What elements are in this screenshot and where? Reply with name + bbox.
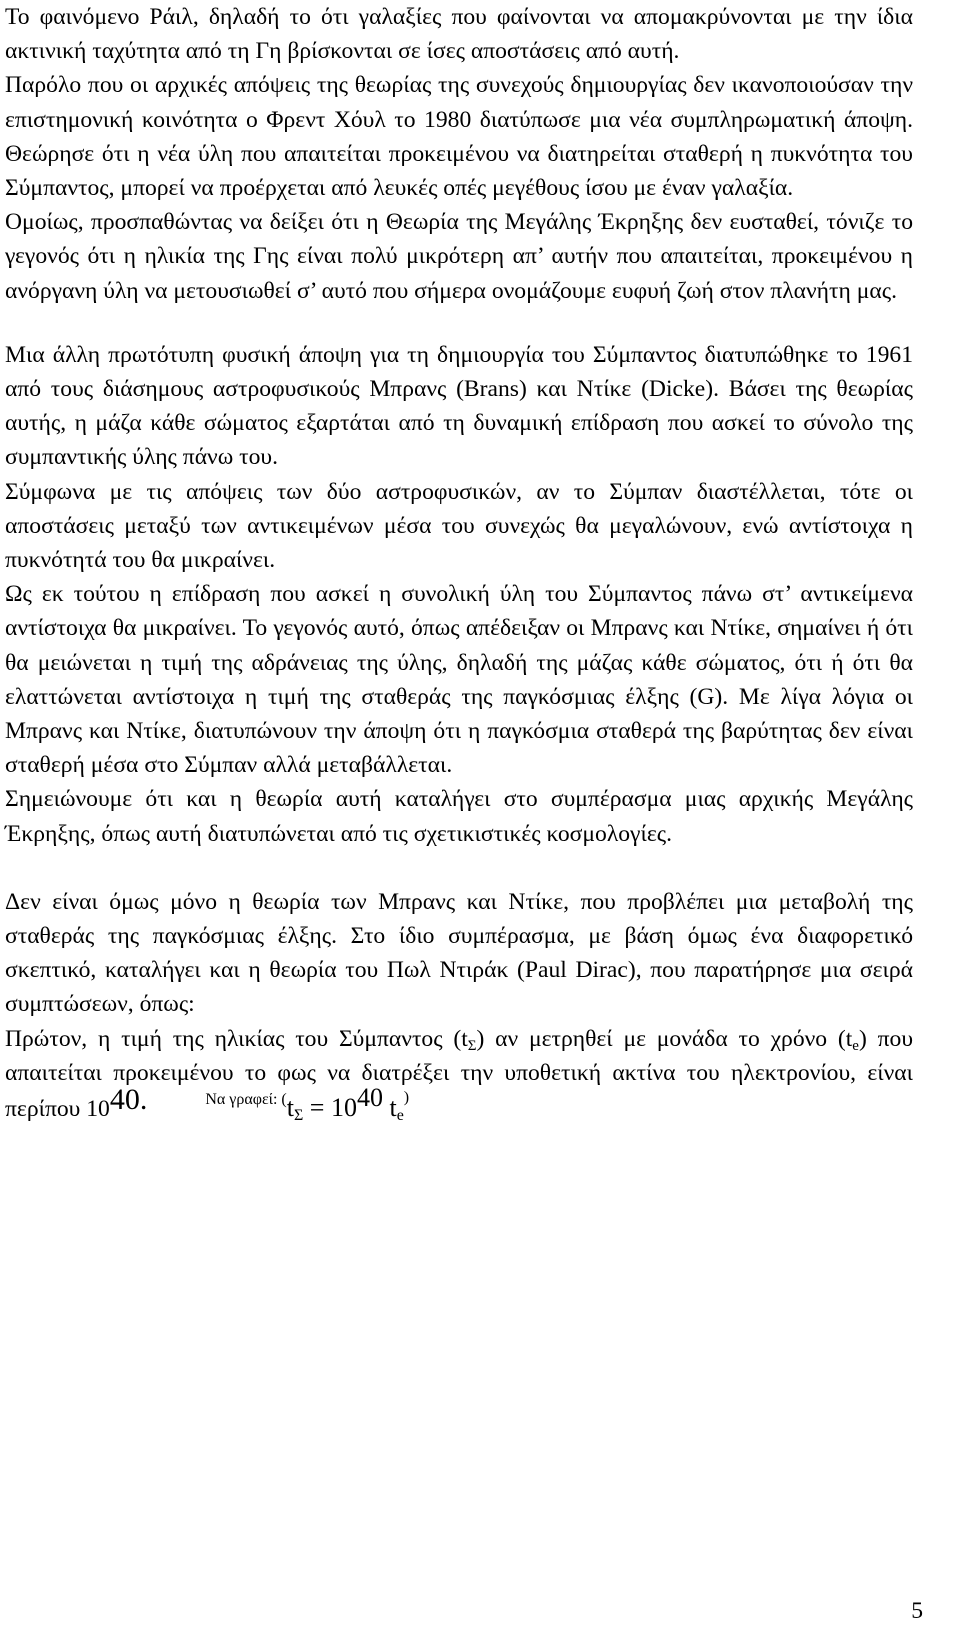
- paragraph-dirac: Δεν είναι όμως μόνο η θεωρία των Μπρανς και Ντίκε, που προβλέπει μια μεταβολή της σταθεράς της παγκόσμιας έλξης. Στο ίδιο συμπέρασμα, με βάση όμως ένα διαφορετικό σκεπτικό, καταλήγει και η θεωρία του Πωλ Ντιράκ (Paul Dirac), που παρατήρησε μια σειρά συμπτώσεων, όπως:: [5, 888, 913, 1018]
- formula-te: t: [382, 1093, 397, 1123]
- text-third-part: ) που απαιτείται προκειμένου το φως να διατρέξει την υποθετική ακτίνα του ηλεκτρονίου, είναι περίπου 10: [5, 1025, 913, 1123]
- page-number: 5: [911, 1598, 923, 1624]
- formula-subscript-e: e: [396, 1107, 404, 1125]
- paragraph-rail-phenomenon: Το φαινόμενο Ράιλ, δηλαδή το ότι γαλαξίες που φαίνονται να απομακρύνονται με την ίδια ακτινική ταχύτητα από τη Γη βρίσκονται σε ίσες αποστάσεις από αυτή.: [5, 4, 913, 65]
- formula-subscript-sigma: Σ: [293, 1107, 304, 1125]
- paragraph-brans-dicke-theory: Μια άλλη πρωτότυπη φυσική άποψη για τη δημιουργία του Σύμπαντος διατυπώθηκε το 1961 από τους διάσημους αστροφυσικούς Μπρανς (Brans) και Ντίκε (Dicke). Βάσει της θεωρίας αυτής, η μάζα κάθε σώματος εξαρτάται από τη δυναμική επίδραση που ασκεί το σύνολο της συμπαντικής ύλης πάνω του.: [5, 341, 913, 471]
- document-page: [5, 0, 913, 1133]
- paragraph-hoyle-view: Παρόλο που οι αρχικές απόψεις της θεωρίας της συνεχούς δημιουργίας δεν ικανοποιούσαν την επιστημονική κοινότητα ο Φρεντ Χόυλ το 1980 διατύπωσε μια νέα συμπληρωματική άποψη. Θεώρησε ότι η νέα ύλη που απαιτείται προκειμένου να διατηρείται σταθερή η πυκνότητα του Σύμπαντος, μπορεί να προέρχεται από λευκές οπές μεγέθους ίσου με έναν γαλαξία.: [5, 72, 913, 202]
- formula-t: t: [286, 1093, 294, 1123]
- paragraph-earth-age: Ομοίως, προσπαθώντας να δείξει ότι η Θεωρία της Μεγάλης Έκρηξης δεν ευσταθεί, τόνιζε το γεγονός ότι η ηλικία της Γης είναι πολύ μικρότερη απ’ αυτήν που απαιτείται, προκειμένου η ανόργανη ύλη να μετουσιωθεί σ’ αυτό που σήμερα ονομάζουμε ευφυή ζωή στον πλανήτη μας.: [5, 209, 913, 304]
- paragraph-first-coincidence: [5, 1022, 913, 1134]
- subscript-e: e: [852, 1037, 859, 1054]
- note-label: Να γραφεί: (: [205, 1091, 287, 1109]
- paragraph-big-bang-conclusion: Σημειώνουμε ότι και η θεωρία αυτή καταλήγει στο συμπέρασμα μιας αρχικής Μεγάλης Έκρηξης, όπως αυτή διατυπώνεται από τις σχετικιστικές κοσμολογίες.: [5, 786, 913, 847]
- formula-close-paren: ): [403, 1089, 410, 1107]
- exponent-forty: 40.: [109, 1083, 148, 1117]
- subscript-sigma: Σ: [467, 1037, 477, 1054]
- formula-exponent: 40: [356, 1083, 383, 1113]
- paragraph-gravity-constant: Ως εκ τούτου η επίδραση που ασκεί η συνολική ύλη του Σύμπαντος πάνω στ’ αντικείμενα αντίστοιχα θα μικραίνει. Το γεγονός αυτό, όπως απέδειξαν οι Μπρανς και Ντίκε, σημαίνει ή ότι θα μειώνεται η τιμή της αδράνειας της ύλης, δηλαδή της μάζας κάθε σώματος, ότι ή ότι θα ελαττώνεται αντίστοιχα η τιμή της σταθεράς της παγκόσμιας έλξης (G). Με λίγα λόγια οι Μπρανς και Ντίκε, διατυπώνουν την άποψη ότι η παγκόσμια σταθερά της βαρύτητας δεν είναι σταθερή μέσα στο Σύμπαν αλλά μεταβάλλεται.: [5, 581, 913, 779]
- formula-equals: = 10: [303, 1093, 357, 1123]
- text-first-part: Πρώτον, η τιμή της ηλικίας του Σύμπαντος (t: [5, 1025, 468, 1052]
- text-second-part: ) αν μετρηθεί με μονάδα το χρόνο (t: [476, 1025, 853, 1052]
- paragraph-expansion: Σύμφωνα με τις απόψεις των δύο αστροφυσικών, αν το Σύμπαν διαστέλλεται, τότε οι αποστάσεις μεταξύ των αντικειμένων μέσα του συνεχώς θα μεγαλώνουν, ενώ αντίστοιχα η πυκνότητά του θα μικραίνει.: [5, 478, 913, 574]
